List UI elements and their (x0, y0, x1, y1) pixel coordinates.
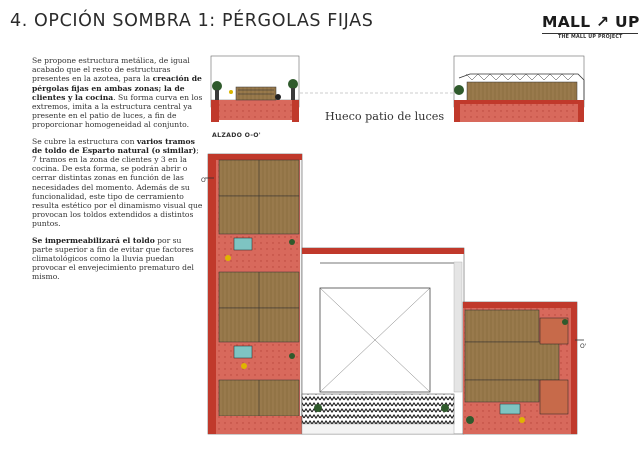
awning-section (465, 310, 539, 342)
logo-wordmark: MALL ↗ UP (542, 13, 640, 31)
awning-section (465, 380, 539, 402)
section-cut-right: O' (580, 343, 587, 350)
paragraph-structure: Se propone estructura metálica, de igual acabado que el resto de estructuras presentes en la azotea, para la creación de pérgolas fijas en ambas zonas; la de clientes y la cocina. Su forma curva en los extremos, imita a la estructura central ya presente en el patio de luces, a fin de proporcionar homogeneidad al conjunto. (32, 56, 203, 130)
awning-section (465, 342, 559, 380)
plant-icon (454, 85, 464, 95)
table-icon (500, 404, 520, 414)
elevation-label: ALZADO O-O' (212, 132, 261, 139)
patio-label: Hueco patio de luces (325, 110, 445, 123)
table-icon (234, 346, 252, 358)
paragraph-waterproofing: Se impermeabilizará el toldo por su parte superior a fin de evitar que factores climatológicos como la lluvia puedan provocar el envejecimiento prematuro del mismo. (32, 235, 194, 282)
plant-icon (288, 79, 298, 89)
logo-subtitle: THE MALL UP PROJECT (558, 35, 623, 40)
person-figure-icon (275, 94, 281, 100)
plant-icon (212, 81, 222, 91)
plan-drawing (205, 154, 587, 434)
patterned-floor (302, 394, 454, 424)
page-title: 4. OPCIÓN SOMBRA 1: PÉRGOLAS FIJAS (10, 11, 374, 31)
section-cut-left: O (201, 177, 206, 184)
paragraph-awnings: Se cubre la estructura con varios tramos de toldo de Esparto natural (o similar); 7 tramos en la zona de clientes y 3 en la cocina. De esta forma, se podrán abrir o cerrar distintas zonas en función de las necesidades del momento. Además de su funcionalidad, este tipo de cerramiento resulta estético por el dinamismo visual que provocan los toldos extendidos a distintos puntos. (32, 136, 203, 229)
table-icon (234, 238, 252, 250)
